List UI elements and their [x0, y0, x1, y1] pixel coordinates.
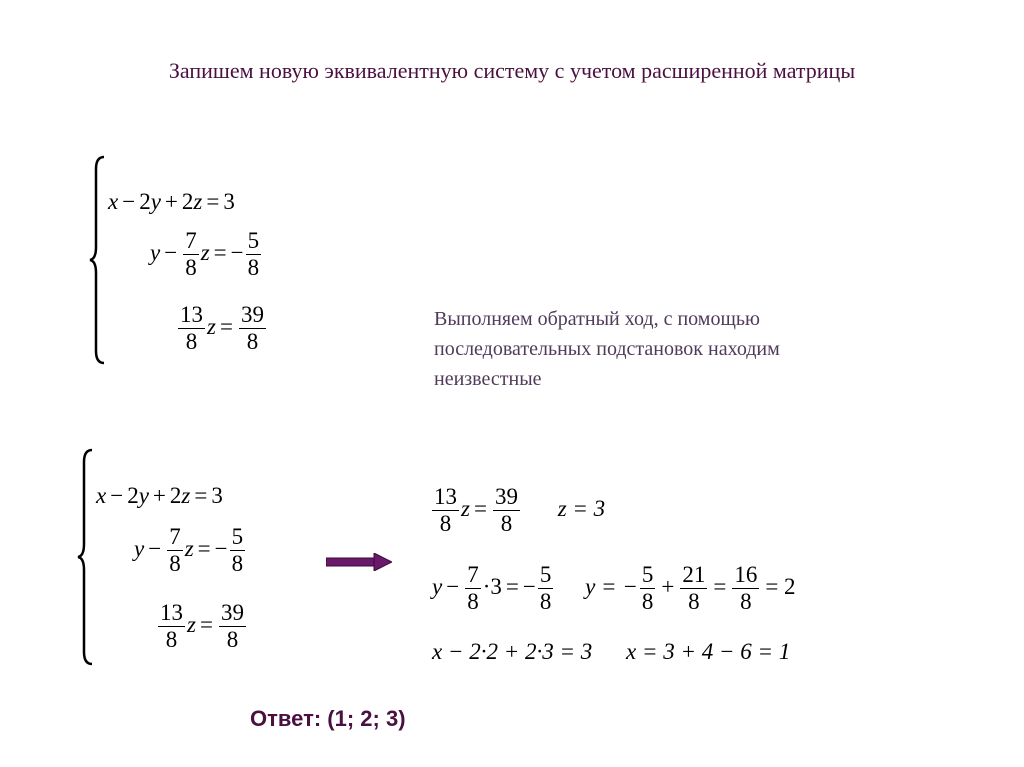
solution-step2: y − $\frac{7}{8}$ ·3 = − $\frac{5}{8}$ y = − $\frac{5}{8}$ + $\frac{21}{8}$ = $\frac{16}{8}$ = 2	[432, 562, 796, 615]
answer-text: Ответ: (1; 2; 3)	[250, 706, 406, 731]
left-brace-bottom	[76, 448, 96, 666]
arrow-right-icon	[326, 553, 392, 571]
slide-title: Запишем новую эквивалентную систему с учетом расширенной матрицы	[168, 58, 856, 83]
solution-step3: x − 2·2 + 2·3 = 3 x = 3 + 4 − 6 = 1	[432, 639, 791, 664]
system-eq3: $\frac{13}{8}$ z = $\frac{39}{8}$	[180, 302, 264, 355]
system2-eq2: y − $\frac{7}{8}$ z = − $\frac{5}{8}$	[134, 524, 244, 577]
system2-eq3: $\frac{13}{8}$ z = $\frac{39}{8}$	[160, 600, 244, 653]
system2-eq1: x − 2y + 2z = 3	[96, 483, 223, 508]
left-brace-top	[88, 155, 108, 365]
system-eq1: x − 2y + 2z = 3	[108, 189, 235, 214]
system-eq2: y − $\frac{7}{8}$ z = − $\frac{5}{8}$	[150, 228, 260, 281]
explanation-text: Выполняем обратный ход, с помощью последовательных подстановок находим неизвестные	[434, 308, 780, 390]
solution-step1: $\frac{13}{8}$ z = $\frac{39}{8}$ z = 3	[434, 484, 606, 537]
